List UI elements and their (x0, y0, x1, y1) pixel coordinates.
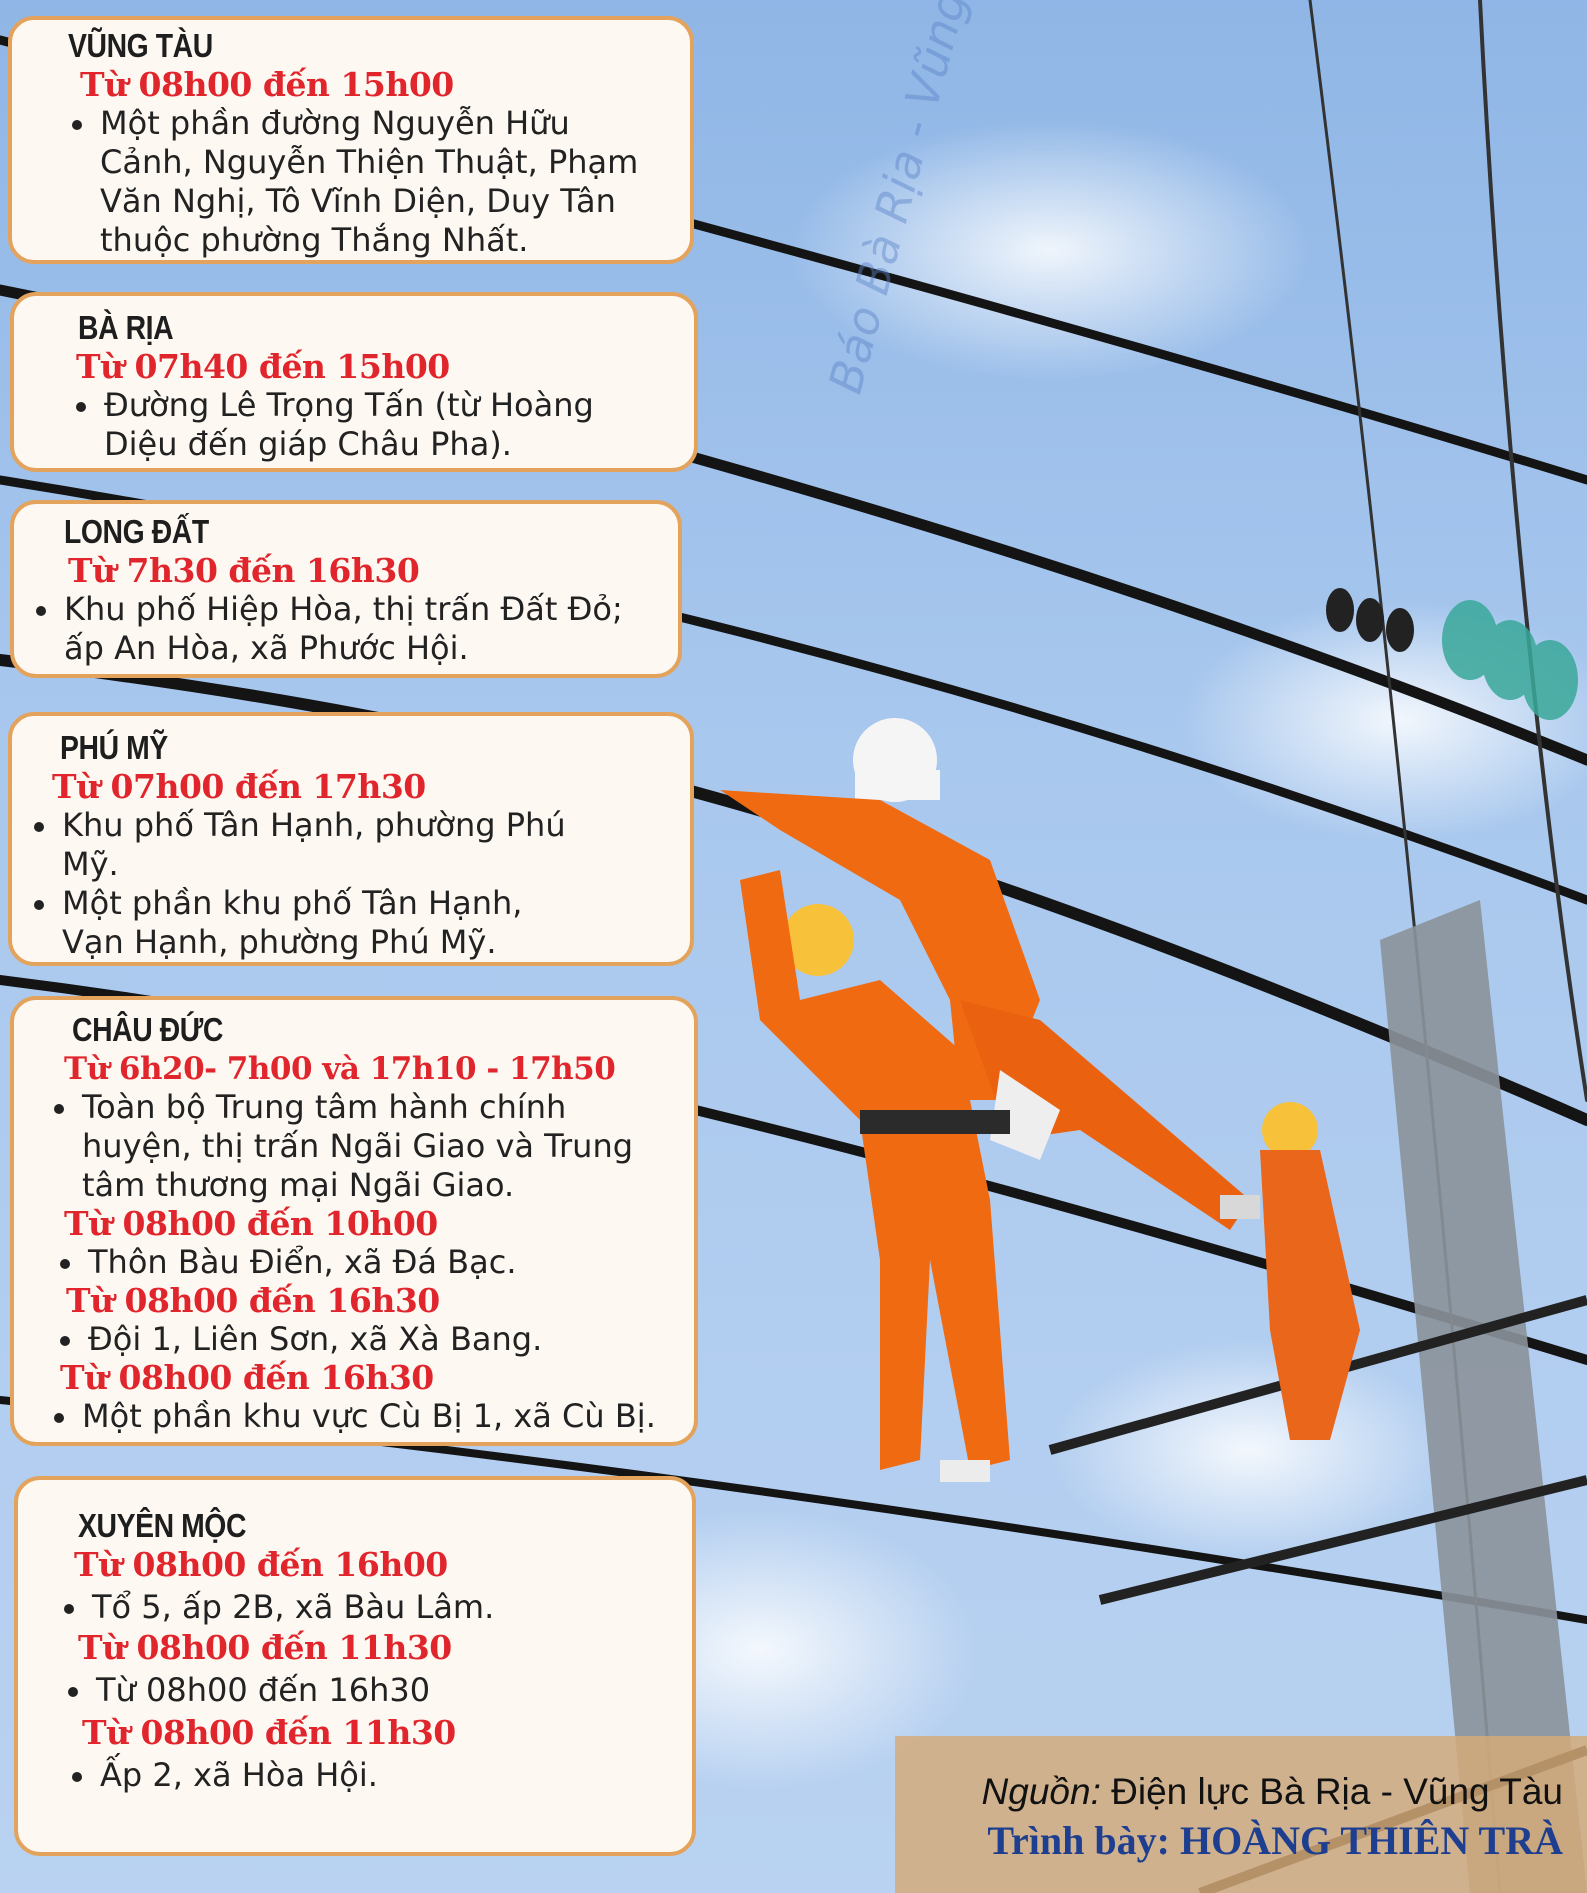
outage-list (56, 1671, 674, 1710)
card-vung-tau (8, 16, 694, 264)
outage-time: Từ 7h30 đến 16h30 (68, 551, 420, 590)
list-item: Từ 08h00 đến 16h30 (56, 1671, 674, 1710)
outage-list (60, 1756, 674, 1795)
source-credit-box (895, 1736, 1587, 1893)
source-line (935, 1770, 1563, 1814)
list-item: Khu phố Tân Hạnh, phường Phú Mỹ. (22, 806, 592, 884)
area-title: XUYÊN MỘC (78, 1507, 247, 1544)
outage-time: Từ 08h00 đến 11h30 (78, 1628, 452, 1667)
outage-time: Từ 08h00 đến 16h00 (74, 1545, 448, 1584)
outage-time: Từ 07h00 đến 17h30 (52, 767, 426, 806)
outage-list (48, 1243, 676, 1282)
area-title: PHÚ MỸ (60, 729, 168, 766)
outage-list (42, 1397, 676, 1436)
list-item: Ấp 2, xã Hòa Hội. (60, 1756, 674, 1795)
list-item: Toàn bộ Trung tâm hành chính huyện, thị trấn Ngãi Giao và Trung tâm thương mại Ngãi Giao. (42, 1088, 652, 1205)
list-item: Thôn Bàu Điển, xã Đá Bạc. (48, 1243, 676, 1282)
outage-time: Từ 08h00 đến 16h30 (66, 1281, 440, 1320)
card-chau-duc (10, 996, 698, 1446)
card-xuyen-moc (14, 1476, 696, 1856)
outage-time: Từ 08h00 đến 10h00 (64, 1204, 438, 1243)
list-item: Một phần khu phố Tân Hạnh, Vạn Hạnh, phường Phú Mỹ. (22, 884, 592, 962)
area-title: VŨNG TÀU (68, 27, 213, 64)
list-item: Tổ 5, ấp 2B, xã Bàu Lâm. (52, 1588, 674, 1627)
source-value: Điện lực Bà Rịa - Vũng Tàu (1100, 1771, 1563, 1812)
outage-time: Từ 6h20- 7h00 và 17h10 - 17h50 (64, 1051, 616, 1087)
outage-time: Từ 08h00 đến 16h30 (60, 1358, 434, 1397)
outage-list (24, 590, 660, 668)
source-label: Nguồn: (981, 1771, 1101, 1812)
card-ba-ria (10, 292, 698, 472)
card-phu-my (8, 712, 694, 966)
card-long-dat (10, 500, 682, 678)
outage-list (22, 806, 592, 962)
area-title: BÀ RỊA (78, 309, 174, 346)
list-item: Đội 1, Liên Sơn, xã Xà Bang. (48, 1320, 676, 1359)
outage-list (42, 1088, 652, 1205)
outage-list (60, 104, 672, 260)
list-item: Một phần đường Nguyễn Hữu Cảnh, Nguyễn Thiện Thuật, Phạm Văn Nghị, Tô Vĩnh Diện, Duy Tân thuộc phường Thắng Nhất. (60, 104, 672, 260)
outage-list (48, 1320, 676, 1359)
credit-line: Trình bày: HOÀNG THIÊN TRÀ (987, 1818, 1563, 1863)
outage-time: Từ 07h40 đến 15h00 (76, 347, 450, 386)
outage-time: Từ 08h00 đến 15h00 (80, 65, 454, 104)
area-title: CHÂU ĐỨC (72, 1011, 223, 1048)
list-item: Một phần khu vực Cù Bị 1, xã Cù Bị. (42, 1397, 676, 1436)
list-item: Đường Lê Trọng Tấn (từ Hoàng Diệu đến giáp Châu Pha). (64, 386, 676, 464)
list-item: Khu phố Hiệp Hòa, thị trấn Đất Đỏ; ấp An Hòa, xã Phước Hội. (24, 590, 660, 668)
area-title: LONG ĐẤT (64, 513, 209, 550)
outage-list (52, 1588, 674, 1627)
outage-list (64, 386, 676, 464)
outage-time: Từ 08h00 đến 11h30 (82, 1713, 456, 1752)
